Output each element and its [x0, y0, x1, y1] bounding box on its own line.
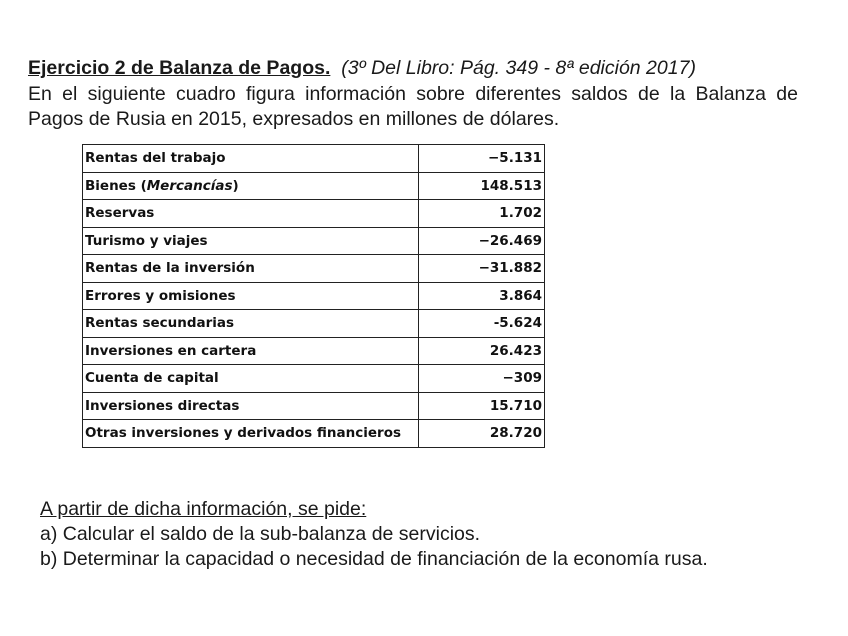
table-row	[83, 282, 545, 310]
row-label-italic: Mercancías	[146, 177, 233, 194]
table-row	[83, 172, 545, 200]
row-label-prefix: Bienes (	[85, 177, 147, 194]
row-label-suffix: )	[232, 177, 239, 194]
row-label: Rentas del trabajo	[83, 145, 419, 173]
row-value: 148.513	[419, 172, 545, 200]
row-label: Rentas de la inversión	[83, 255, 419, 283]
table-row	[83, 200, 545, 228]
table-row	[83, 145, 545, 173]
row-value: -5.624	[419, 310, 545, 338]
table-row	[83, 255, 545, 283]
table-row	[83, 392, 545, 420]
row-value: 15.710	[419, 392, 545, 420]
row-value: 3.864	[419, 282, 545, 310]
exercise-title-line	[28, 56, 696, 80]
row-label: Errores y omisiones	[83, 282, 419, 310]
row-label: Reservas	[83, 200, 419, 228]
balance-of-payments-table	[82, 144, 545, 448]
row-value: −26.469	[419, 227, 545, 255]
table-row	[83, 310, 545, 338]
row-value: 28.720	[419, 420, 545, 448]
row-label	[83, 172, 419, 200]
task-item-b: b) Determinar la capacidad o necesidad de financiación de la economía rusa.	[40, 548, 708, 570]
exercise-title: Ejercicio 2 de Balanza de Pagos.	[28, 57, 331, 79]
row-label: Inversiones directas	[83, 392, 419, 420]
exercise-intro: En el siguiente cuadro figura información sobre diferentes saldos de la Balanza de Pagos de Rusia en 2015, expresados en millones de dólares.	[28, 83, 798, 130]
table-row	[83, 420, 545, 448]
table-row	[83, 365, 545, 393]
row-value: −5.131	[419, 145, 545, 173]
row-label: Otras inversiones y derivados financieros	[83, 420, 419, 448]
tasks-heading: A partir de dicha información, se pide:	[40, 498, 367, 520]
row-value: −309	[419, 365, 545, 393]
row-value: 1.702	[419, 200, 545, 228]
table-row	[83, 337, 545, 365]
row-value: −31.882	[419, 255, 545, 283]
row-label: Cuenta de capital	[83, 365, 419, 393]
row-label: Inversiones en cartera	[83, 337, 419, 365]
exercise-reference: (3º Del Libro: Pág. 349 - 8ª edición 2017)	[341, 57, 696, 79]
tasks-section	[40, 497, 708, 572]
table-row	[83, 227, 545, 255]
row-label: Rentas secundarias	[83, 310, 419, 338]
task-item-a: a) Calcular el saldo de la sub-balanza de servicios.	[40, 523, 481, 545]
row-label: Turismo y viajes	[83, 227, 419, 255]
row-value: 26.423	[419, 337, 545, 365]
